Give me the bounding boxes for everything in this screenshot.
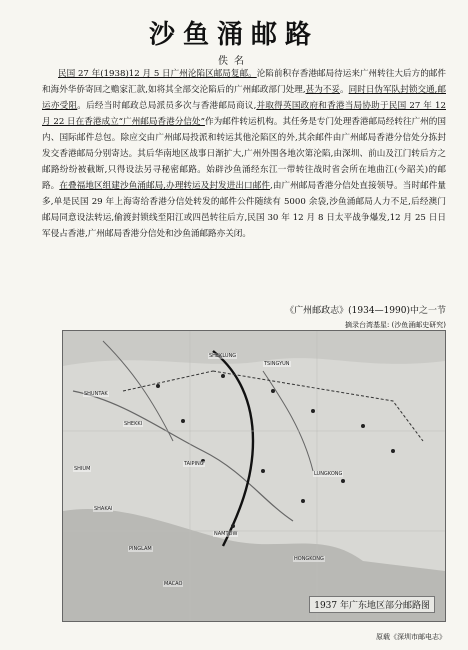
route-map	[62, 330, 446, 622]
source-citation: 《广州邮政志》(1934—1990)中之一节	[285, 306, 446, 316]
place-label: SHIUM	[74, 466, 91, 472]
text-segment: 作为邮件转运机构。其任务是专门处理香港邮局经转往广州的国内、国际邮件总包。除应交由广州邮局投派和转运其他沦陷区的外,其余邮件由广州邮局香港分信处分拣封发交香港邮局分别寄达。其后华南地区战事日渐扩大,广州外围各地次第沦陷,由深圳、前山及江门转后方之邮路纷纷被截断,只得设法另寻秘密邮路。始辟沙鱼涌经东江一带转往战时省会所在地曲江(今韶关)的邮路。	[42, 117, 446, 191]
map-caption: 1937 年广东地区部分邮路图	[309, 596, 435, 613]
text-segment: 。后经当时邮政总局派员多次与香港邮局商议,	[77, 101, 257, 111]
place-label: SHUNTAK	[84, 391, 108, 397]
place-label: SHAKAI	[94, 506, 113, 512]
place-label: TSINGYUN	[264, 361, 290, 367]
text-segment: ,由广州邮局香港分信处直接领导。当时邮件量多,单是民国 29 年上海寄给香港分信处转发的邮件公件随续有 5000 余袋,沙鱼涌邮局人力不足,后经澳门邮局同意设法转运,偷渡封锁线至阳江或四邑转往后方,民国 30 年 12 月 8 日太平战争爆发,12 月 25 日日军侵占香港,广州邮局香港分信处和沙鱼涌邮路亦关闭。	[42, 181, 446, 239]
place-label: MACAO	[164, 581, 183, 587]
text-segment: 在叠福地区组建沙鱼涌邮局,办理转运及封发进出口邮件	[59, 181, 271, 191]
place-label: PINGLAM	[129, 546, 152, 552]
place-label: SHEKKI	[124, 421, 143, 427]
place-label: HONGKONG	[294, 556, 324, 562]
place-label: LUNGKONG	[314, 471, 343, 477]
article-body	[42, 66, 446, 242]
credit-note: 摘录台湾基星: (沙鱼涌邮史研究)	[344, 321, 446, 329]
author: 佚名	[218, 56, 250, 67]
text-segment: 民国 27 年(1938)12 月 5 日广州沦陷区邮局复邮。	[58, 69, 257, 79]
text-segment: 沦陷前积存香港邮局待运来广州转往大后方的邮件和海外华侨寄回之赡家汇款,如将其全部交沦陷后的广州邮政部门处理,	[42, 69, 446, 95]
text-segment: 并取得英国政府和香港当局协助于民国 27 年 12 月 22 日在香港成立“广州邮局香港分信处”	[42, 101, 446, 127]
place-label: SHEKLUNG	[209, 353, 237, 359]
text-segment: 同时日伪军队封锁交通,邮运亦受阻	[42, 85, 446, 111]
text-segment: 甚为不妥	[305, 85, 341, 95]
text-segment: 。	[340, 85, 349, 95]
place-label: TAIPING	[184, 461, 204, 467]
place-label: NAMTOW	[214, 531, 238, 537]
page-title: 沙鱼涌邮路	[148, 20, 319, 50]
footer-note: 原载《深圳市邮电志》	[376, 633, 446, 641]
map-drawing	[63, 331, 445, 621]
